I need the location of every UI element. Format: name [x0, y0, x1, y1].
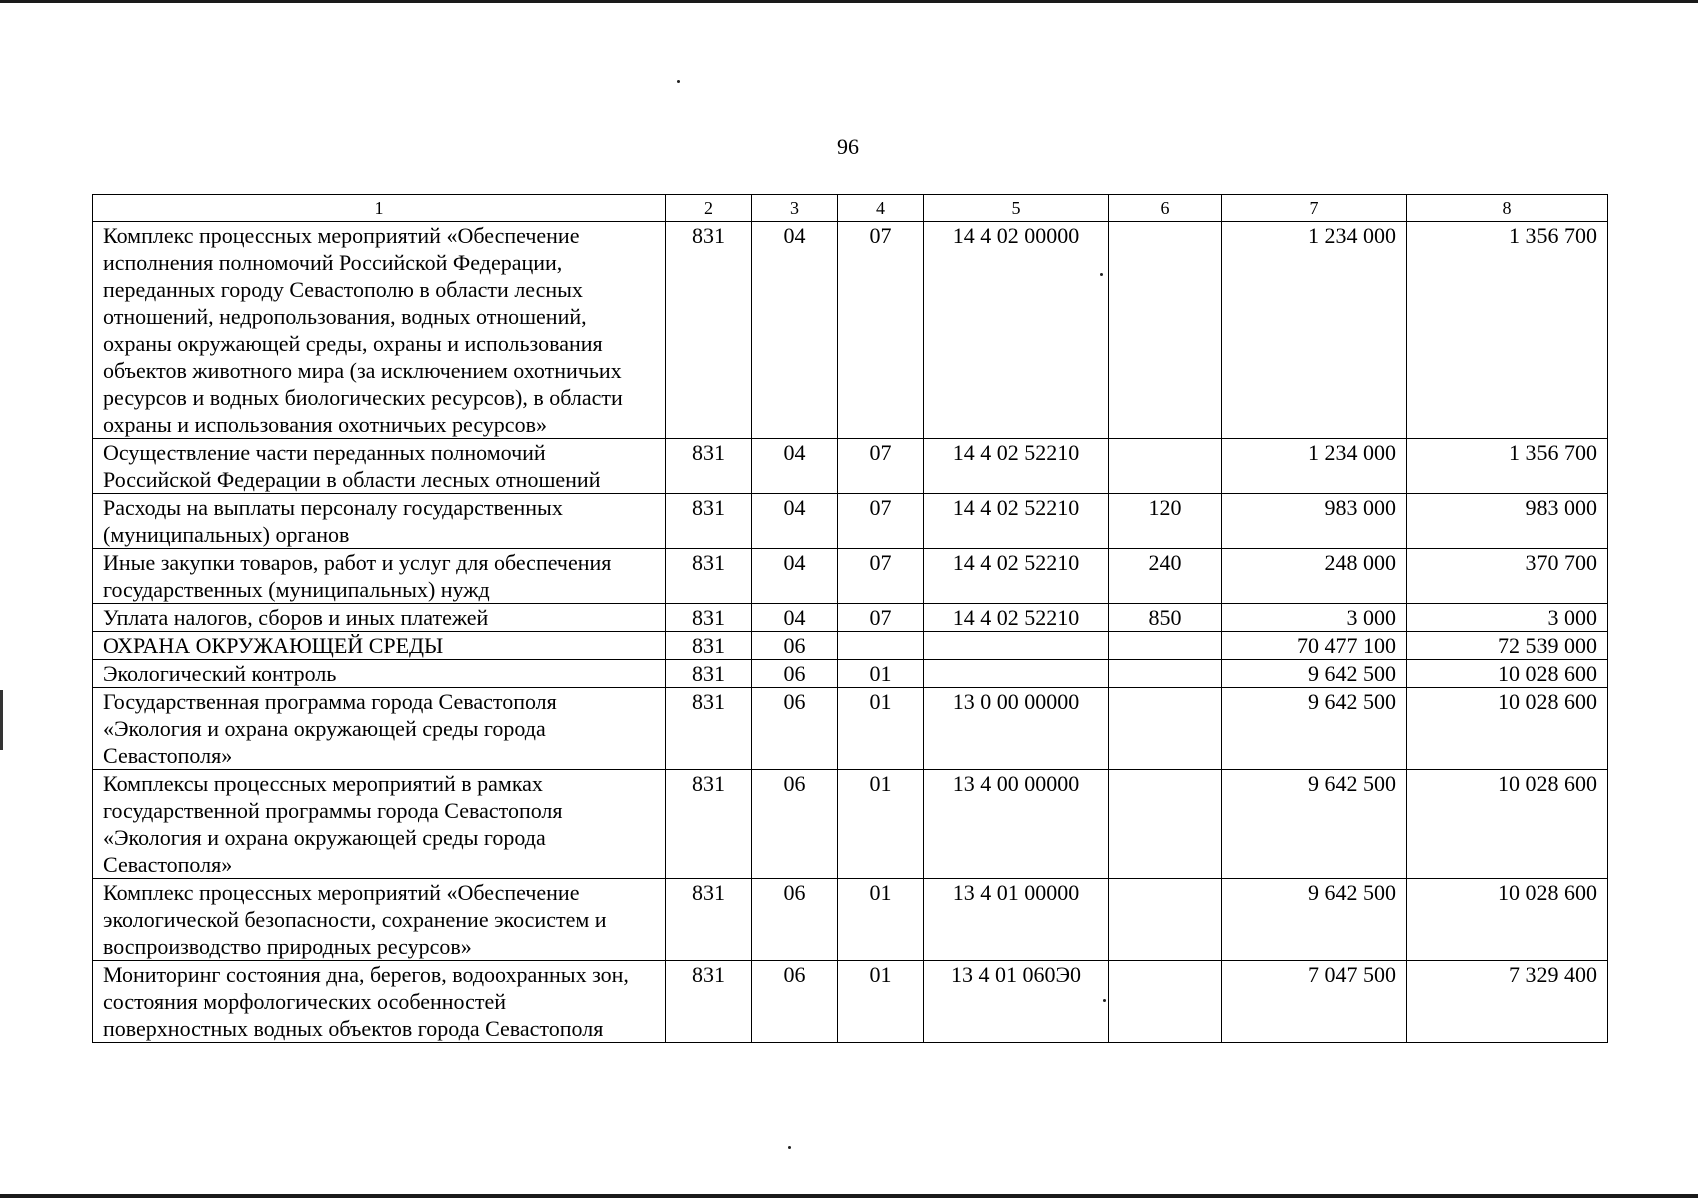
table-row	[93, 879, 1608, 961]
item-name: Мониторинг состояния дна, берегов, водоохранных зон, состояния морфологических особенностей поверхностных водных объектов города Севастополя	[93, 961, 666, 1043]
subsection-code: 07	[838, 439, 924, 494]
target-article-code: 14 4 02 52210	[924, 604, 1109, 632]
table-row	[93, 688, 1608, 770]
item-name: Осуществление части переданных полномочий Российской Федерации в области лесных отношений	[93, 439, 666, 494]
scan-speck	[677, 80, 680, 83]
amount-col-7: 9 642 500	[1222, 879, 1407, 961]
expense-type-code: 240	[1109, 549, 1222, 604]
page-number: 96	[837, 134, 859, 159]
amount-col-7: 3 000	[1222, 604, 1407, 632]
target-article-code	[924, 660, 1109, 688]
section-code: 06	[752, 660, 838, 688]
target-article-code: 14 4 02 52210	[924, 549, 1109, 604]
item-name: Экологический контроль	[93, 660, 666, 688]
column-header-4: 4	[838, 195, 924, 222]
table-row	[93, 494, 1608, 549]
column-header-3: 3	[752, 195, 838, 222]
amount-col-7: 9 642 500	[1222, 688, 1407, 770]
table-row	[93, 660, 1608, 688]
ministry-code: 831	[666, 222, 752, 439]
amount-col-8: 10 028 600	[1407, 770, 1608, 879]
amount-col-7: 248 000	[1222, 549, 1407, 604]
section-code: 06	[752, 688, 838, 770]
item-name: Комплекс процессных мероприятий «Обеспечение экологической безопасности, сохранение экосистем и воспроизводство природных ресурсов»	[93, 879, 666, 961]
column-header-5: 5	[924, 195, 1109, 222]
amount-col-7: 983 000	[1222, 494, 1407, 549]
scan-border-top	[0, 0, 1698, 3]
amount-col-7: 70 477 100	[1222, 632, 1407, 660]
amount-col-7: 9 642 500	[1222, 770, 1407, 879]
subsection-code: 01	[838, 688, 924, 770]
expense-type-code	[1109, 439, 1222, 494]
table-row	[93, 604, 1608, 632]
scan-border-left	[0, 690, 3, 750]
ministry-code: 831	[666, 632, 752, 660]
item-name: Расходы на выплаты персоналу государственных (муниципальных) органов	[93, 494, 666, 549]
item-name: Уплата налогов, сборов и иных платежей	[93, 604, 666, 632]
expense-type-code	[1109, 632, 1222, 660]
amount-col-8: 10 028 600	[1407, 660, 1608, 688]
subsection-code: 07	[838, 604, 924, 632]
ministry-code: 831	[666, 961, 752, 1043]
ministry-code: 831	[666, 439, 752, 494]
amount-col-7: 1 234 000	[1222, 222, 1407, 439]
amount-col-8: 3 000	[1407, 604, 1608, 632]
ministry-code: 831	[666, 660, 752, 688]
subsection-code: 07	[838, 549, 924, 604]
table-row	[93, 222, 1608, 439]
item-name: Комплексы процессных мероприятий в рамках государственной программы города Севастополя «Экология и охрана окружающей среды города Севастополя»	[93, 770, 666, 879]
expense-type-code: 850	[1109, 604, 1222, 632]
item-name: Комплекс процессных мероприятий «Обеспечение исполнения полномочий Российской Федерации, переданных городу Севастополю в области лесных отношений, недропользования, водных отношений, охраны окружающей среды, охраны и использования объектов животного мира (за исключением охотничьих ресурсов и водных биологических ресурсов), в области охраны и использования охотничьих ресурсов»	[93, 222, 666, 439]
scan-speck	[788, 1146, 791, 1149]
section-code: 04	[752, 604, 838, 632]
expense-type-code	[1109, 222, 1222, 439]
target-article-code: 13 4 00 00000	[924, 770, 1109, 879]
table-header-row	[93, 195, 1608, 222]
amount-col-8: 1 356 700	[1407, 439, 1608, 494]
target-article-code: 13 0 00 00000	[924, 688, 1109, 770]
column-header-1: 1	[93, 195, 666, 222]
section-code: 04	[752, 222, 838, 439]
expense-type-code	[1109, 660, 1222, 688]
amount-col-7: 9 642 500	[1222, 660, 1407, 688]
amount-col-8: 983 000	[1407, 494, 1608, 549]
expense-type-code: 120	[1109, 494, 1222, 549]
amount-col-8: 7 329 400	[1407, 961, 1608, 1043]
item-name: ОХРАНА ОКРУЖАЮЩЕЙ СРЕДЫ	[93, 632, 666, 660]
item-name: Иные закупки товаров, работ и услуг для обеспечения государственных (муниципальных) нужд	[93, 549, 666, 604]
section-code: 06	[752, 879, 838, 961]
table-row	[93, 632, 1608, 660]
section-code: 04	[752, 439, 838, 494]
column-header-7: 7	[1222, 195, 1407, 222]
table-row	[93, 439, 1608, 494]
amount-col-7: 1 234 000	[1222, 439, 1407, 494]
amount-col-8: 72 539 000	[1407, 632, 1608, 660]
table-row	[93, 770, 1608, 879]
ministry-code: 831	[666, 688, 752, 770]
section-code: 06	[752, 770, 838, 879]
subsection-code: 07	[838, 494, 924, 549]
table-row	[93, 549, 1608, 604]
amount-col-7: 7 047 500	[1222, 961, 1407, 1043]
ministry-code: 831	[666, 770, 752, 879]
amount-col-8: 10 028 600	[1407, 879, 1608, 961]
section-code: 04	[752, 549, 838, 604]
expense-type-code	[1109, 770, 1222, 879]
column-header-2: 2	[666, 195, 752, 222]
column-header-8: 8	[1407, 195, 1608, 222]
section-code: 06	[752, 632, 838, 660]
target-article-code: 13 4 01 060Э0	[924, 961, 1109, 1043]
expense-type-code	[1109, 879, 1222, 961]
budget-table	[92, 194, 1608, 1043]
target-article-code: 14 4 02 52210	[924, 439, 1109, 494]
subsection-code: 01	[838, 660, 924, 688]
subsection-code: 07	[838, 222, 924, 439]
ministry-code: 831	[666, 494, 752, 549]
target-article-code: 14 4 02 00000	[924, 222, 1109, 439]
column-header-6: 6	[1109, 195, 1222, 222]
subsection-code: 01	[838, 961, 924, 1043]
ministry-code: 831	[666, 549, 752, 604]
target-article-code	[924, 632, 1109, 660]
subsection-code: 01	[838, 879, 924, 961]
item-name: Государственная программа города Севастополя «Экология и охрана окружающей среды города Севастополя»	[93, 688, 666, 770]
amount-col-8: 10 028 600	[1407, 688, 1608, 770]
expense-type-code	[1109, 961, 1222, 1043]
amount-col-8: 1 356 700	[1407, 222, 1608, 439]
section-code: 06	[752, 961, 838, 1043]
subsection-code: 01	[838, 770, 924, 879]
section-code: 04	[752, 494, 838, 549]
ministry-code: 831	[666, 604, 752, 632]
scan-border-bottom	[0, 1194, 1698, 1198]
table-row	[93, 961, 1608, 1043]
ministry-code: 831	[666, 879, 752, 961]
expense-type-code	[1109, 688, 1222, 770]
target-article-code: 14 4 02 52210	[924, 494, 1109, 549]
amount-col-8: 370 700	[1407, 549, 1608, 604]
target-article-code: 13 4 01 00000	[924, 879, 1109, 961]
subsection-code	[838, 632, 924, 660]
